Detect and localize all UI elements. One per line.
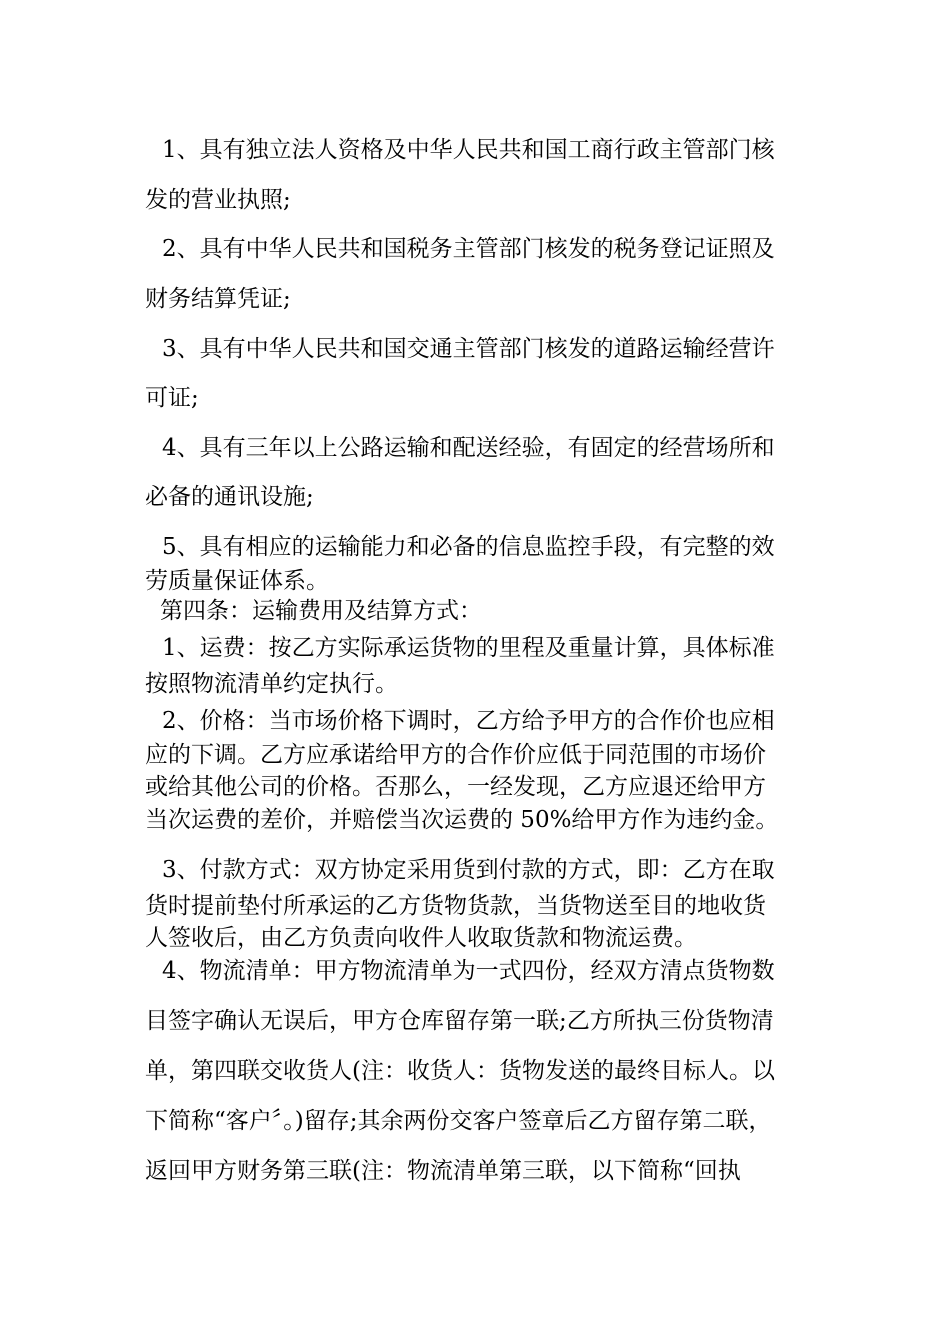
- text-line: 返回甲方财务第三联(注：物流清单第三联，以下简称“回执: [145, 1158, 741, 1184]
- section-heading: 第四条：运输费用及结算方式：: [160, 598, 482, 624]
- text-line: 2、价格：当市场价格下调时，乙方给予甲方的合作价也应相: [162, 708, 775, 734]
- text-line: 5、具有相应的运输能力和必备的信息监控手段，有完整的效: [162, 534, 775, 560]
- text-line: 1、具有独立法人资格及中华人民共和国工商行政主管部门核: [162, 137, 775, 163]
- text-line: 3、具有中华人民共和国交通主管部门核发的道路运输经营许: [162, 336, 775, 362]
- text-line: 目签字确认无误后，甲方仓库留存第一联;乙方所执三份货物清: [145, 1008, 774, 1034]
- text-line: 3、付款方式：双方协定采用货到付款的方式，即：乙方在取: [162, 857, 775, 883]
- text-line: 可证;: [145, 385, 199, 411]
- text-line: 必备的通讯设施;: [145, 484, 314, 510]
- text-line: 单，第四联交收货人(注：收货人：货物发送的最终目标人。以: [145, 1058, 775, 1084]
- text-line: 按照物流清单约定执行。: [145, 671, 398, 697]
- text-line: 货时提前垫付所承运的乙方货物货款，当货物送至目的地收货: [145, 893, 766, 919]
- text-line: 2、具有中华人民共和国税务主管部门核发的税务登记证照及: [162, 236, 775, 262]
- text-line: 当次运费的差价，并赔偿当次运费的 50%给甲方作为违约金。: [145, 807, 779, 833]
- text-line: 4、物流清单：甲方物流清单为一式四份，经双方清点货物数: [162, 958, 775, 984]
- text-line: 劳质量保证体系。: [145, 568, 329, 594]
- text-line: 或给其他公司的价格。否那么，一经发现，乙方应退还给甲方: [145, 774, 766, 800]
- text-line: 人签收后，由乙方负责向收件人收取货款和物流运费。: [145, 925, 697, 951]
- text-line: 4、具有三年以上公路运输和配送经验，有固定的经营场所和: [162, 435, 775, 461]
- text-line: 应的下调。乙方应承诺给甲方的合作价应低于同范围的市场价: [145, 742, 766, 768]
- text-line: 下简称“客户〞。)留存;其余两份交客户签章后乙方留存第二联，: [145, 1108, 772, 1134]
- text-line: 财务结算凭证;: [145, 286, 291, 312]
- text-line: 发的营业执照;: [145, 187, 291, 213]
- text-line: 1、运费：按乙方实际承运货物的里程及重量计算，具体标准: [162, 635, 775, 661]
